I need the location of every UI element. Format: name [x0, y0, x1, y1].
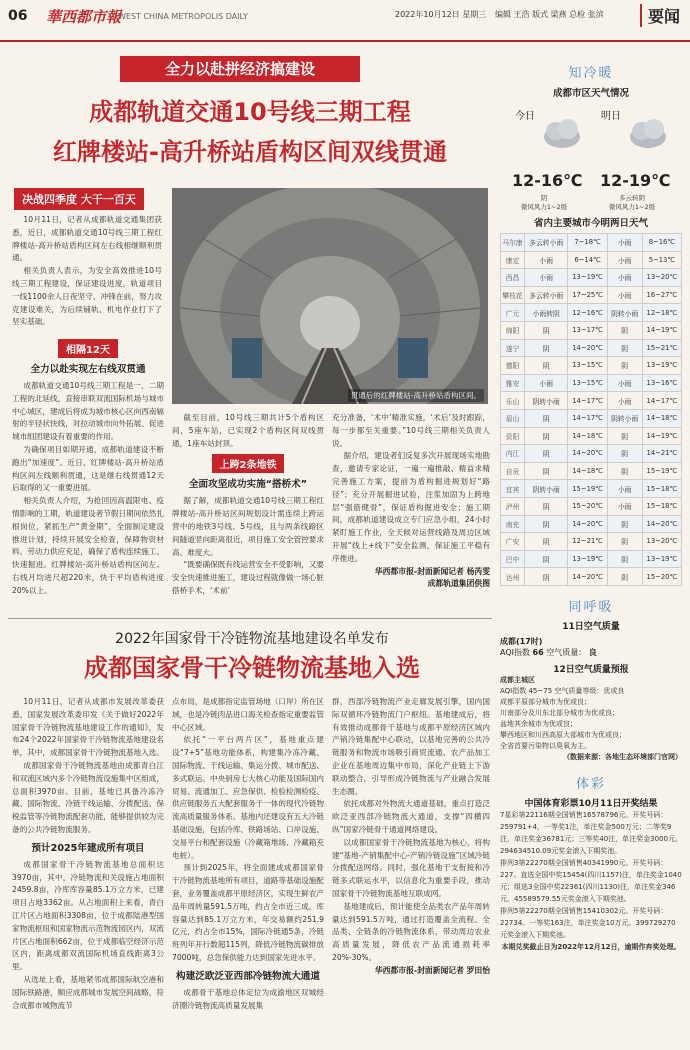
air-range-line: [500, 686, 682, 697]
paragraph: 据介绍，建设者们反复多次开展现场实地勘查，邀请专家论证，一遍一遍推敲、精益求精完善施工方案，提前为盾构掘进规划好“路径”；充分开展掘进试验，注浆加固为上跨地层“强筋健骨”，保证盾构掘进安全；施工期间，成都轨道建设成立专门应急小组，24小时紧盯施工作业，全天候对运营线路及周边区域开展“线上+线下”安全监测，保证施工平稳有序推进。: [332, 451, 490, 563]
weather-cell: 13~19℃: [642, 357, 681, 375]
main-headline: [10, 92, 490, 172]
city-name: 德阳: [501, 357, 525, 375]
weather-cell: 17~25℃: [568, 286, 607, 304]
article2-credit: 华西都市报-封面新闻记者 罗田怡: [374, 965, 490, 975]
city-name: 泸州: [501, 497, 525, 515]
weather-cell: 小雨: [607, 497, 642, 515]
article2-sub1: 预计2025年建成所有项目: [31, 842, 145, 854]
weather-cell: 14~19℃: [642, 427, 681, 445]
city-name: 广安: [501, 533, 525, 551]
paragraph: 成都国家骨干冷链物流基地由成都青白江和双流区域内多个冷链物流设施集中区组成，总面积3970亩。目前，基地已具备冷冻冷藏、国际物流、冷链干线运输、分拨配送、保税监管等冷链物流配套功能，能够提供较为完备的公共冷链物流服务。: [12, 760, 164, 834]
lottery-item: 排列5第22270期全国销售15410302元。开奖号码：22734。一等奖163注，单注奖金10万元。399729270元奖金滚入下期奖池。: [500, 906, 676, 939]
aqi-label: AQI指数: [500, 647, 530, 657]
tomorrow-label: 明日: [601, 111, 621, 122]
air-section-head: 同呼吸: [568, 599, 614, 615]
weather-cell: 13~15℃: [568, 357, 607, 375]
weather-cell: 阴: [607, 427, 642, 445]
sub1-label: 相隔12天: [58, 339, 118, 358]
air-title: 11日空气质量: [562, 621, 620, 632]
weather-cell: 8~16℃: [642, 234, 681, 252]
weather-row: [501, 409, 682, 427]
paragraph: 成都轨道交通10号线三期工程是一、二期工程的北延线，直接串联双流国际机场与城市中心城区，建成后将成为城市核心区向西南辐射的半径状快线，对拉动城市向外拓展、促进城市组团建设有着重要的作用。: [12, 381, 164, 442]
weather-row: [501, 533, 682, 551]
weather-cell: 12~18℃: [642, 304, 681, 322]
photo-caption: 贯通后的红牌楼站-高升桥站盾构区间。: [348, 389, 484, 402]
province-weather-table: [500, 233, 682, 586]
city-name: 南充: [501, 515, 525, 533]
weather-title: 成都市区天气情况: [552, 88, 629, 99]
city-name: 攀枝花: [501, 286, 525, 304]
weather-cell: 小雨: [607, 392, 642, 410]
weather-cell: 阴转小雨: [607, 304, 642, 322]
editors-line: 编辑 王浩 版式 梁燕 总检 张滨: [495, 10, 604, 19]
city-name: 绵阳: [501, 321, 525, 339]
weather-row: [501, 515, 682, 533]
weather-cell: 14~20℃: [568, 339, 607, 357]
weather-cell: 阴: [525, 321, 568, 339]
tomorrow-desc: [592, 193, 672, 211]
weather-cell: 15~19℃: [642, 462, 681, 480]
weather-cell: 小雨: [525, 251, 568, 269]
city-name: 广元: [501, 304, 525, 322]
tunnel-illustration: [172, 188, 488, 404]
today-desc: [504, 193, 584, 211]
weather-cell: 14~19℃: [642, 321, 681, 339]
paragraph: 依托“一平台两片区”，基地重点建设“7+5”基地功能体系，构建集冷冻冷藏、国际物流、干线运输、集运分拨、城市配送、多式联运、中央厨房七大核心功能及国际国内贸易、流通加工、应急保供、检验检测检疫、供应链服务五大配套服务于一体的现代冷链物流高质量服务体系。基地内还建设有五大冷链基础设施，包括冷库、铁路场站、口岸设施、交易平台和配套设施（冷藏箱堆场、冷藏箱充电桩）。: [172, 735, 324, 860]
weather-cell: 13~20℃: [642, 533, 681, 551]
page-number: 06: [8, 8, 28, 24]
weather-cell: 阴: [607, 357, 642, 375]
paragraph: 充分准备，‘术中’精准实施，‘术后’及时跟踪，每一步都至关重要。”10号线三期相关负责人说。: [332, 413, 490, 448]
weather-cell: 阴: [607, 515, 642, 533]
weather-cell: 14~17℃: [568, 392, 607, 410]
article1-col1: [12, 338, 164, 598]
city-name: 内江: [501, 445, 525, 463]
sub1-title: 全力以赴实现左右线双贯通: [30, 364, 146, 375]
weather-cell: 15~20℃: [642, 568, 681, 586]
weather-cell: 小雨: [607, 286, 642, 304]
city-name: 达州: [501, 568, 525, 586]
paragraph: 截至目前，10号线三期共计5个盾构区间，5座车站，已实现2个盾构区间双线贯通，1座车站封顶。: [172, 413, 324, 448]
today-weather: 阴: [540, 194, 548, 202]
weather-cell: 12~16℃: [568, 304, 607, 322]
paragraph: 以成都国家骨干冷链物流基地为核心，将构建“基地-产销集配中心-产销冷链设施”区域冷链分拨配送网络。同时，强化基地干支衔接和冷链多式联运水平，以信息化为重要手段，推动国家骨干冷链物流基地互联成网。: [332, 837, 490, 898]
weather-cell: 14~20℃: [568, 515, 607, 533]
air-line: 盆地其余城市为优或良；: [500, 719, 577, 728]
sub2-label-wrap: [172, 453, 324, 473]
weather-cell: 13~17℃: [568, 321, 607, 339]
weather-row: [501, 462, 682, 480]
tomorrow-wind: 微风风力1~2级: [608, 203, 656, 211]
weather-cell: 阴: [607, 445, 642, 463]
paragraph: 10月11日，记者从成都市发展改革委获悉，国家发展改革委印发《关于做好2022年国家骨干冷链物流基地建设工作的通知》，发布24个2022年国家骨干冷链物流基地建设名单，其中，成都国家骨干冷链物流基地入选。: [12, 697, 164, 758]
weather-cell: 13~19℃: [568, 550, 607, 568]
weather-cell: 阴: [607, 462, 642, 480]
topic-banner: 全力以赴拼经济搞建设: [120, 56, 360, 82]
weather-cell: 阴转小雨: [525, 392, 568, 410]
weather-cell: 小雨: [607, 269, 642, 287]
weather-cell: 14~20℃: [642, 515, 681, 533]
paragraph: 预计到2025年，将全面建成成都国家骨干冷链物流基地所有项目，道路等基础设施配套，业务覆盖成都平原经济区，实现生鲜农产品年周转量591.5万吨，约占全市近三成，库容量达到85.1万立方米，年交易额约251.9亿元，约占全市15%，国际冷链通5条，冷链班列年开行数超115列，降低冷链物流碳排放7000吨，总急保供能力达到国家先进水平。: [172, 863, 324, 962]
weather-cell: 阴: [607, 550, 642, 568]
sub2-title: 全面攻坚成功实施“搭桥术”: [188, 479, 308, 491]
weather-cell: 14~17℃: [642, 392, 681, 410]
air-line: 成都平原部分城市为优或良；: [500, 697, 591, 706]
air-desc: 空气质量等级：优或良: [554, 686, 625, 695]
weather-row: [501, 286, 682, 304]
aqi-line: [500, 636, 682, 658]
weather-cell: 多云转小雨: [525, 234, 568, 252]
weather-cell: 15~20℃: [568, 497, 607, 515]
weather-cell: 阴: [525, 515, 568, 533]
weather-cell: 13~19℃: [642, 550, 681, 568]
weather-cell: 阴: [525, 550, 568, 568]
weather-cell: 阴: [525, 445, 568, 463]
weather-row: [501, 427, 682, 445]
lottery-item: 7星彩第22116期全国销售16578796元。开奖号码：259791+4，一等奖1注，单注奖金500万元；二等奖9注，单注奖金36781元；三等奖40注，单注奖金3000元。294634510.09元奖金滚入下期奖池。: [500, 810, 682, 855]
weather-cell: 12~21℃: [568, 533, 607, 551]
paragraph: 成都国家骨干冷链物流基地总面积达3970亩，其中，冷链物流和关设施占地面积2459.8亩，冷库库容量85.1万立方米，已建项目占地3362亩。从占地面积上来看，青白江片区占地面积3308亩，位于成都陆港型国家物流枢纽和国家物流示范物流园区内，双流片区占地面积662亩，位于成都临空经济示范区内，距离成都双流国际机场直线距离3公里。: [12, 859, 164, 972]
tomorrow-temp: 12-19℃: [600, 171, 671, 190]
weather-cell: 14~18℃: [568, 427, 607, 445]
paragraph: 依托成都对外物流大通道基础，重点打造泛欧泛亚西部冷链物流大通道，支撑“四横四纵”国家冷链骨干通道网络建设。: [332, 799, 490, 834]
weather-row: [501, 304, 682, 322]
province-table-title: 省内主要城市今明两日天气: [533, 218, 648, 229]
weather-cell: 阴: [525, 462, 568, 480]
weather-cell: 15~21℃: [642, 339, 681, 357]
article2-kicker: 2022年国家骨干冷链物流基地建设名单发布: [115, 631, 389, 647]
city-name: 雅安: [501, 374, 525, 392]
weather-row: [501, 234, 682, 252]
article-divider: [8, 618, 492, 619]
weather-cell: 13~16℃: [642, 374, 681, 392]
city-name: 西昌: [501, 269, 525, 287]
weather-row: [501, 251, 682, 269]
aqi-level-label: 空气质量：: [546, 647, 587, 657]
weather-row: [501, 497, 682, 515]
weather-cell: 5~13℃: [642, 251, 681, 269]
paragraph: 成都骨干基地总体定位为成渝地区双城经济圈冷链物流高质量发展集: [172, 987, 324, 1010]
weather-cell: 阴: [525, 357, 568, 375]
weather-cell: 阴: [525, 533, 568, 551]
sidebar: [500, 50, 682, 1040]
paragraph: 相关负责人介绍，为抢回因高温限电、疫情影响的工期，轨道建设者节假日期间依然扎根岗位，紧抓生产“黄金期”，全面制定建设推进计划，持续开展安全检查，保障物资材料、劳动力供应充足，确保了盾构连续施工、快速掘进。红牌楼站-高升桥站盾构区间左、右线月均进尺超220米，快于平均盾构进度20%以上。: [12, 496, 164, 595]
main-headline-line1: 成都轨道交通10号线三期工程: [89, 98, 411, 126]
weather-cell: 多云转小雨: [525, 286, 568, 304]
weather-cell: 阴: [607, 321, 642, 339]
weather-cell: 14~20℃: [568, 445, 607, 463]
weather-row: [501, 339, 682, 357]
lottery-section-head: 体彩: [575, 776, 606, 792]
city-name: 遂宁: [501, 339, 525, 357]
weather-row: [501, 321, 682, 339]
newspaper-logo-en: WEST CHINA METROPOLIS DAILY: [118, 12, 248, 21]
weather-cell: 15~18℃: [642, 497, 681, 515]
weather-row: [501, 480, 682, 498]
city-name: 宜宾: [501, 480, 525, 498]
tomorrow-weather: 多云转阴: [619, 194, 645, 202]
article2-col2: [172, 696, 324, 1012]
cloudy-icon: [540, 113, 584, 153]
air-line: 全省首要污染物以臭氧为主。: [500, 741, 591, 750]
air-line: 攀西地区和川西高原大部城市为优或良；: [500, 730, 626, 739]
main-headline-line2: 红牌楼站-高升桥站盾构区间双线贯通: [53, 138, 447, 166]
weather-cell: 14~18℃: [642, 409, 681, 427]
city-name: 康定: [501, 251, 525, 269]
article2-sub2: 构建泛欧泛亚西部冷链物流大通道: [176, 970, 320, 982]
paragraph: 据了解，成都轨道交通10号线三期工程红牌楼站-高升桥站区间规划设计需连续上跨运营中的地铁3号线、5号线，且与两条线路区间隧道竖向距离很近，项目施工安全管控要求高、难度大。: [172, 496, 324, 557]
weather-cell: 15~19℃: [568, 480, 607, 498]
aqi-value: 66: [532, 647, 544, 657]
weather-cell: 阴: [525, 339, 568, 357]
sub2-label: 上跨2条地铁: [212, 454, 285, 473]
air-forecast: [500, 675, 682, 763]
city-name: 巴中: [501, 550, 525, 568]
weather-cell: 阴: [525, 497, 568, 515]
cloudy-icon: [626, 113, 670, 153]
weather-cell: 小雨: [607, 251, 642, 269]
paragraph: 为确保项目如期开通，成都轨道建设不断跑出“加速度”。近日，红牌楼站-高升桥站盾构区间左线顺利贯通，这是继右线贯通12天后取得的又一重要进展。: [12, 444, 164, 493]
issue-date: 2022年10月12日 星期三: [395, 10, 487, 19]
weather-cell: 小雨: [607, 374, 642, 392]
air-source: （数据来源：各地生态环境部门官网）: [563, 752, 682, 761]
weather-section-head: 知冷暖: [568, 66, 614, 81]
air-line: 川南部分及川东北部分城市为优或良；: [500, 708, 619, 717]
article1-credit-reporter: 华西都市报-封面新闻记者 杨芮雯: [374, 566, 490, 576]
city-name: 马尔康: [501, 234, 525, 252]
weather-row: [501, 445, 682, 463]
today-label: 今日: [515, 111, 535, 122]
weather-row: [501, 568, 682, 586]
lottery-item: 排列3第22270期全国销售40341990元。开奖号码：227。直选全国中奖15454(四川1157)注，单注奖金1040元；组选3全国中奖22361(四川1130)注，单注奖金346元。45589579.55元奖金滚入下期奖池。: [500, 858, 682, 903]
air-forecast-title: 12日空气质量预报: [553, 664, 629, 675]
page-header: [0, 0, 690, 42]
paragraph: 从选址上看，基地紧邻成都国际航空港和国际铁路港，顺应成都城市发展空间战略，符合成都市城物流节: [12, 974, 164, 1010]
weather-forecast: [500, 99, 682, 211]
paragraph: 点布局，是成都指定监管场地（口岸）所在区域，也是冷链肉品进口海关检查指定重要监管中心区域。: [172, 697, 324, 732]
weather-cell: 阴转小雨: [607, 409, 642, 427]
weather-cell: 阴: [525, 409, 568, 427]
weather-cell: 14~20℃: [568, 568, 607, 586]
article2-headline: 成都国家骨干冷链物流基地入选: [84, 654, 420, 682]
weather-cell: 小雨: [525, 269, 568, 287]
article2-col3: [332, 696, 490, 977]
lottery-note: 本期兑奖截止日为2022年12月12日，逾期作弃奖处理。: [501, 942, 681, 951]
paragraph: “既要确保既有线运营安全不受影响，又要安全快速推进施工，建设过程就像做一场心脏搭桥手术，‘术前’: [172, 560, 325, 595]
weather-cell: 阴: [525, 427, 568, 445]
air-area: 成都主城区: [500, 675, 535, 684]
weather-cell: 13~15℃: [568, 374, 607, 392]
weather-cell: 13~20℃: [642, 269, 681, 287]
weather-cell: 14~17℃: [568, 409, 607, 427]
city-name: 资阳: [501, 427, 525, 445]
weather-cell: 阴: [607, 568, 642, 586]
sub1-label-wrap: [12, 338, 164, 358]
air-range: AQI指数 45~75: [500, 686, 553, 695]
campaign-tag: 决战四季度 大干一百天: [14, 188, 144, 210]
weather-cell: 阴: [525, 568, 568, 586]
weather-cell: 14~21℃: [642, 445, 681, 463]
city-name: 自贡: [501, 462, 525, 480]
weather-cell: 6~14℃: [568, 251, 607, 269]
aqi-city: 成都(17时): [500, 636, 543, 646]
article2-col1: [12, 696, 164, 1012]
paragraph: 10月11日，记者从成都轨道交通集团获悉，近日，成都轨道交通10号线三期工程红牌楼站-高升桥站盾构区间左右线相继顺利贯通。: [12, 215, 162, 263]
weather-cell: 小雨: [607, 480, 642, 498]
weather-row: [501, 269, 682, 287]
article1-col3: [332, 412, 490, 590]
weather-cell: 16~27℃: [642, 286, 681, 304]
weather-cell: 阴: [607, 339, 642, 357]
weather-row: [501, 374, 682, 392]
weather-cell: 阴: [607, 533, 642, 551]
city-name: 眉山: [501, 409, 525, 427]
weather-cell: 小雨: [525, 374, 568, 392]
weather-cell: 15~18℃: [642, 480, 681, 498]
aqi-level: 良: [588, 647, 597, 657]
article1-lede: [12, 214, 162, 329]
article1-credit-photo: 成都轨道集团供图: [427, 578, 490, 588]
article1-col2: [172, 412, 324, 598]
today-temp: 12-16℃: [512, 171, 583, 190]
lottery-title: 中国体育彩票10月11日开奖结果: [524, 798, 658, 809]
weather-row: [501, 357, 682, 375]
city-name: 乐山: [501, 392, 525, 410]
weather-cell: 小雨: [607, 234, 642, 252]
today-wind: 微风风力1~2级: [520, 203, 568, 211]
paragraph: 基地建成后，预计能使全品类农产品年周转量达到591.5万吨，通过打造覆盖全流程、全品类、全链条的冷链物流体系，带动周边农业高质量发展，降低农产品流通损耗率20%-30%。: [332, 901, 490, 962]
weather-cell: 7~18℃: [568, 234, 607, 252]
paragraph: 相关负责人表示，为安全高效推进10号线三期工程建设，保证建设进度，轨道项目一线1100余人日夜坚守、冲锋在前，努力攻克建设难关，为后续铺轨、机电作业打下了坚实基础。: [12, 266, 162, 327]
weather-row: [501, 392, 682, 410]
weather-cell: 小雨转阴: [525, 304, 568, 322]
weather-cell: 阴转小雨: [525, 480, 568, 498]
weather-row: [501, 550, 682, 568]
weather-cell: 14~18℃: [568, 462, 607, 480]
paragraph: 群，西部冷链物流产业走廊发展引擎，国内国际双循环冷链物流门户枢纽。基地建成后，将有效推动成都骨干基地与成都平原经济区域内产销冷链集配中心联动，以基地完善的公共冷链服务和物流市场吸引商贸流通、农产品加工企业在基地周边集中布局，深化产业链上下游联动整合，引导形成冷链物流与产业融合发展生态圈。: [332, 697, 490, 796]
weather-cell: 13~19℃: [568, 269, 607, 287]
lottery-results: [500, 809, 682, 953]
tunnel-photo: [172, 188, 488, 404]
newspaper-logo: 華西都市報: [46, 8, 122, 26]
section-name: 要闻: [640, 4, 680, 27]
